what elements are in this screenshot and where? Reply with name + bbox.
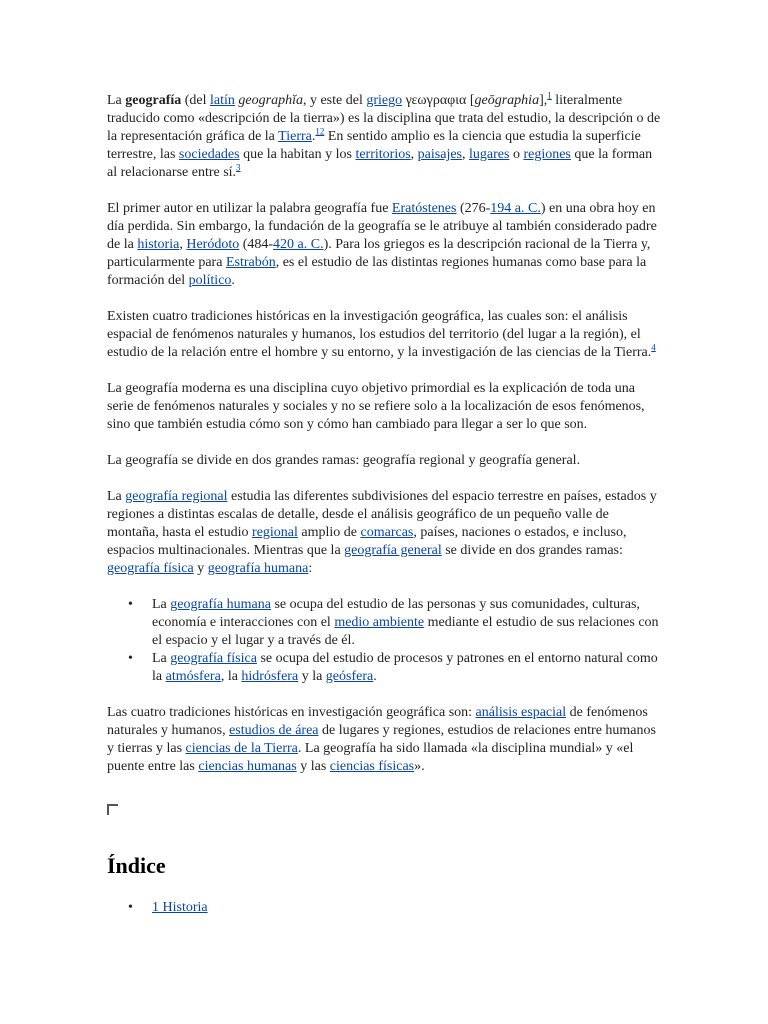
link-historia[interactable]: historia [137,237,180,252]
paragraph-branches: La geografía se divide en dos grandes ramas: geografía regional y geografía general. [107,453,581,468]
text: La [107,489,126,504]
text: , [179,237,187,252]
text: . [373,669,377,684]
text: La [152,651,171,666]
text: y las [296,759,330,774]
term-geografia: geografía [125,93,182,108]
link-ciencias-humanas[interactable]: ciencias humanas [198,759,297,774]
text: ], [539,93,548,108]
paragraph-regional [107,488,662,578]
link-geografia-fisica[interactable]: geografía física [170,651,257,666]
link-griego[interactable]: griego [366,93,403,108]
text: se ocupa del estudio de las personas y sus comunidades, culturas, economía e interacciones con el [152,597,640,630]
link-lugares[interactable]: lugares [469,147,510,162]
list-item [152,596,662,650]
text: Las cuatro tradiciones históricas en investigación geográfica son: [107,705,476,720]
link-atmosfera[interactable]: atmósfera [165,669,221,684]
link-ciencias-de-la-tierra[interactable]: ciencias de la Tierra [185,741,298,756]
list-item [152,650,662,686]
text: La [152,597,171,612]
branches-list [107,596,662,686]
link-politico[interactable]: político [188,273,232,288]
text: , [410,147,418,162]
link-sociedades[interactable]: sociedades [178,147,240,162]
paragraph-modern: La geografía moderna es una disciplina cuyo objetivo primordial es la explicación de toda una serie de fenómenos naturales y sociales y no se refiere solo a la localización de esos fenómenos, sino que también estudia cómo son y cómo han cambiado para llegar a ser lo que son. [107,381,645,432]
text: En sentido amplio es la ciencia que estudia la superficie terrestre, las [107,129,641,162]
text: ». [414,759,425,774]
toc-toggle-icon[interactable] [107,804,118,815]
citation-1[interactable]: 1 [547,90,552,101]
citation-12[interactable]: 12 [315,126,325,137]
link-420-ac[interactable]: 420 a. C. [273,237,324,252]
paragraph-summary [107,704,662,776]
text: que la forman al relacionarse entre sí. [107,147,653,180]
term-geographia-greek: geōgraphia [474,93,540,108]
text: , [462,147,469,162]
text: o [509,147,524,162]
toc-list [107,899,662,917]
paragraph-traditions [107,308,662,362]
text: (484- [239,237,274,252]
text: estudia las diferentes subdivisiones del espacio terrestre en países, estados y regiones a distintas escalas de detalle, desde el análisis geográfico de un pequeño valle de montaña, hasta el estudio [107,489,657,540]
text: que la habitan y los [239,147,356,162]
link-regional[interactable]: regional [252,525,298,540]
toc-item [152,899,662,917]
link-geografia-humana[interactable]: geografía humana [207,561,309,576]
link-comarcas[interactable]: comarcas [360,525,414,540]
text: y la [298,669,326,684]
paragraph-history [107,200,662,290]
text: , países, naciones o estados, e incluso, espacios multinacionales. Mientras que la [107,525,627,558]
link-geografia-humana[interactable]: geografía humana [170,597,271,612]
text: : [308,561,313,576]
paragraph-intro [107,92,662,182]
link-194-ac[interactable]: 194 a. C. [490,201,541,216]
link-analisis-espacial[interactable]: análisis espacial [475,705,567,720]
text: , y este del [302,93,367,108]
citation-3[interactable]: 3 [236,162,241,173]
text: literalmente traducido como «descripción de la tierra») es la disciplina que trata del estudio, la descripción o de la representación gráfica de la [107,93,661,144]
text: ) en una obra hoy en día perdida. Sin embargo, la fundación de la geografía se le atribuye al también considerado padre de la [107,201,657,252]
link-geografia-fisica[interactable]: geografía física [107,561,194,576]
text: , la [220,669,242,684]
link-tierra[interactable]: Tierra [278,129,312,144]
text: . [311,129,316,144]
link-geosfera[interactable]: geósfera [325,669,374,684]
text: Existen cuatro tradiciones históricas en la investigación geográfica, las cuales son: el análisis espacial de fenómenos naturales y humanos, los estudios del territorio (del lugar a la región), el estudio de la relación entre el hombre y su entorno, y la investigación de las ciencias de la Tierra. [107,309,652,360]
text: γεωγραφια [ [402,93,475,108]
text: mediante el estudio de sus relaciones con el espacio y el lugar y a través de él. [152,615,659,648]
toc-link-historia[interactable]: 1 Historia [152,900,208,915]
text: y [193,561,208,576]
text: La [107,93,126,108]
text: se divide en dos grandes ramas: [441,543,623,558]
text: de fenómenos naturales y humanos, [107,705,648,738]
article-content [107,92,662,935]
text: se ocupa del estudio de procesos y patrones en el entorno natural como la [152,651,658,684]
link-latin[interactable]: latín [210,93,235,108]
link-eratostenes[interactable]: Eratóstenes [391,201,457,216]
link-medio-ambiente[interactable]: medio ambiente [334,615,425,630]
link-herodoto[interactable]: Heródoto [186,237,240,252]
text: (del [181,93,211,108]
citation-4[interactable]: 4 [651,342,656,353]
text: . La geografía ha sido llamada «la disciplina mundial» y «el puente entre las [107,741,634,774]
link-regiones[interactable]: regiones [523,147,571,162]
link-estrabon[interactable]: Estrabón [225,255,276,270]
link-hidrosfera[interactable]: hidrósfera [241,669,299,684]
text: amplio de [297,525,361,540]
link-geografia-regional[interactable]: geografía regional [125,489,228,504]
link-ciencias-fisicas[interactable]: ciencias físicas [329,759,415,774]
link-territorios[interactable]: territorios [355,147,411,162]
text: ). Para los griegos es la descripción racional de la Tierra y, particularmente para [107,237,651,270]
toc-heading: Índice [107,853,166,878]
text: (276- [456,201,491,216]
link-geografia-general[interactable]: geografía general [344,543,442,558]
link-estudios-de-area[interactable]: estudios de área [229,723,319,738]
text: . [231,273,235,288]
term-geographia-latin: geographĭa [238,93,303,108]
link-paisajes[interactable]: paisajes [417,147,462,162]
text: El primer autor en utilizar la palabra geografía fue [107,201,392,216]
text: , es el estudio de las distintas regiones humanas como base para la formación del [107,255,647,288]
text: de lugares y regiones, estudios de relaciones entre humanos y tierras y las [107,723,656,756]
